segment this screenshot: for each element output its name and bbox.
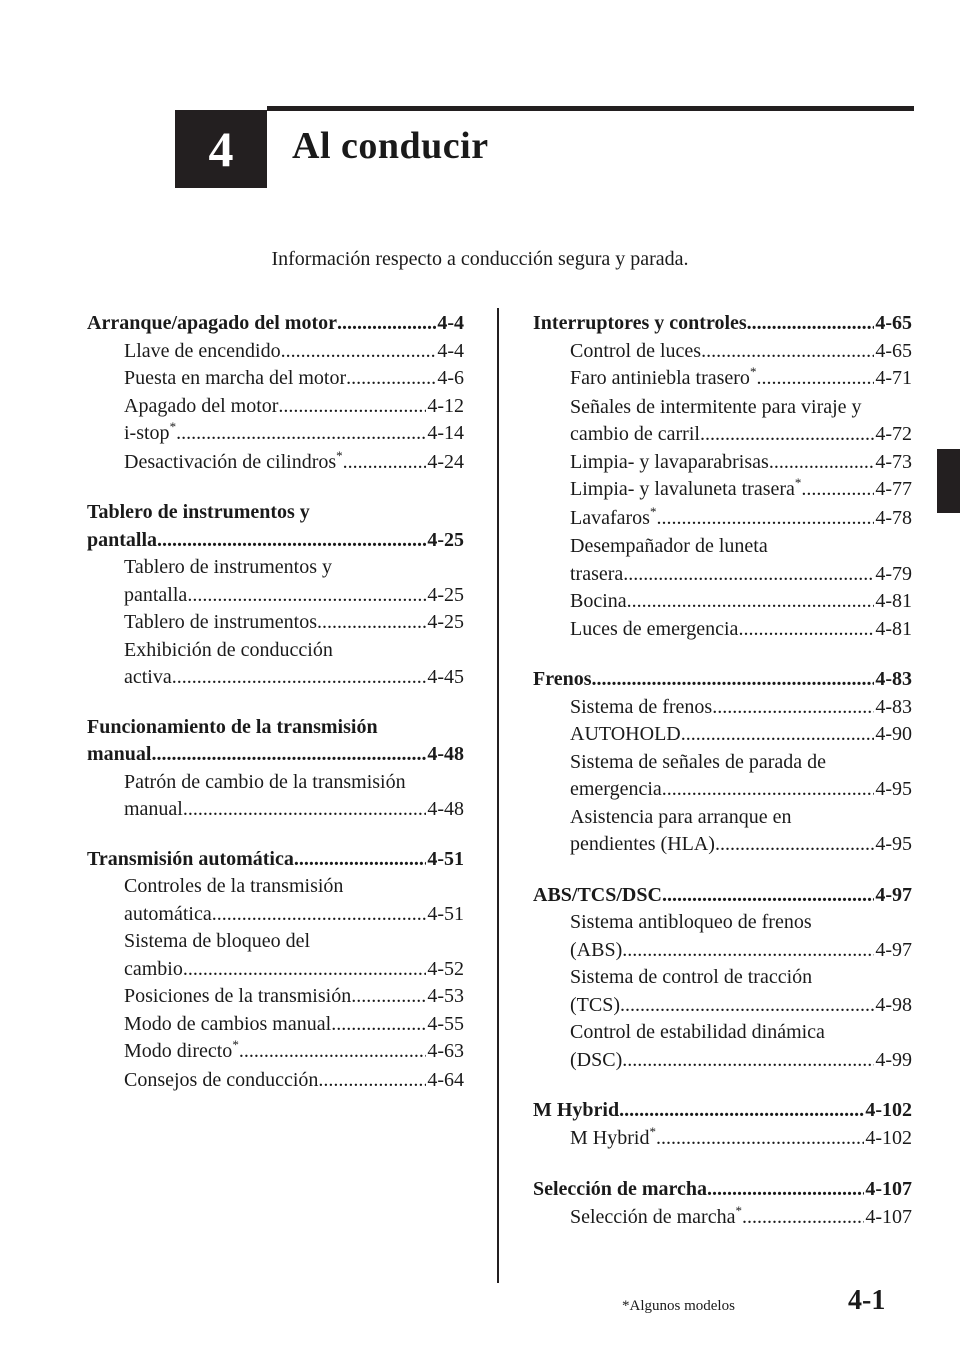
toc-entry-text: Puesta en marcha del motor [124, 367, 347, 389]
toc-page-ref: 4-95 [875, 778, 912, 800]
toc-entry-line[interactable] [87, 1038, 464, 1067]
toc-entry-line [533, 804, 912, 832]
toc-entry-line[interactable] [87, 582, 464, 610]
toc-entry-text: Asistencia para arranque en [570, 805, 792, 828]
dot-leader [239, 1038, 427, 1066]
toc-entry-text: pantalla [87, 528, 158, 551]
dot-leader [212, 901, 427, 929]
toc-entry-line[interactable] [533, 561, 912, 589]
toc-page-ref: 4-64 [427, 1068, 464, 1091]
page-number: 4-1 [848, 1285, 886, 1316]
toc-entry-line[interactable] [87, 796, 464, 824]
toc-entry-line [87, 637, 464, 665]
toc-entry-text: (TCS) [570, 993, 620, 1016]
toc-entry-text: cambio de carril [570, 423, 700, 445]
toc-section [87, 714, 464, 824]
toc-heading-line[interactable] [533, 1176, 912, 1204]
toc-page-ref: 4-77 [875, 478, 912, 500]
dot-leader [701, 338, 874, 366]
toc-section [533, 882, 912, 1075]
toc-entry-line[interactable] [87, 901, 464, 929]
toc-entry-line[interactable] [87, 1067, 464, 1095]
toc-entry-text: Exhibición de conducción [124, 638, 333, 661]
toc-page-ref: 4-90 [875, 723, 912, 745]
toc-entry-text: Selección de marcha [570, 1205, 736, 1228]
toc-entry-line[interactable] [533, 721, 912, 749]
toc-entry-line[interactable] [533, 449, 912, 477]
dot-leader [769, 449, 875, 477]
toc-page-ref: 4-71 [875, 367, 912, 389]
toc-entry-text: Transmisión automática [87, 847, 294, 870]
dot-leader [662, 882, 874, 910]
toc-page-ref: 4-25 [427, 528, 464, 551]
toc-entry-text: Control de estabilidad dinámica [570, 1021, 825, 1043]
dot-leader [700, 421, 874, 449]
toc-entry-line[interactable] [87, 609, 464, 637]
toc-entry-text: manual [124, 798, 183, 820]
dot-leader [337, 310, 436, 338]
toc-page-ref: 4-81 [875, 617, 912, 640]
chapter-intro: Información respecto a conducción segura y parada. [271, 248, 689, 270]
toc-entry-text: Limpia- y lavaluneta trasera [570, 478, 795, 500]
toc-page-ref: 4-97 [875, 883, 912, 906]
toc-entry-text: i-stop [124, 422, 170, 444]
toc-page-ref: 4-48 [427, 743, 464, 765]
toc-entry-line[interactable] [533, 588, 912, 616]
toc-section [533, 666, 912, 859]
toc-entry-text: Modo directo [124, 1040, 233, 1062]
toc-entry-line [533, 1019, 912, 1047]
dot-leader [346, 365, 436, 393]
toc-page-ref: 4-95 [875, 833, 912, 855]
toc-entry-line[interactable] [533, 616, 912, 644]
toc-page-ref: 4-25 [427, 611, 464, 633]
dot-leader [622, 937, 874, 965]
toc-right-column [533, 310, 912, 1255]
toc-page-ref: 4-52 [427, 957, 464, 980]
dot-leader [183, 956, 426, 984]
dot-leader [294, 846, 426, 874]
toc-page-ref: 4-53 [427, 985, 464, 1007]
toc-page-ref: 4-51 [427, 902, 464, 925]
toc-entry-text: AUTOHOLD [570, 723, 681, 745]
toc-entry-text: Sistema de bloqueo del [124, 930, 311, 952]
toc-entry-text: Interruptores y controles [533, 312, 747, 334]
toc-page-ref: 4-65 [875, 339, 912, 362]
toc-entry-line [87, 769, 464, 797]
toc-page-ref: 4-55 [427, 1012, 464, 1035]
chapter-title: Al conducir [292, 125, 489, 167]
toc-entry-line[interactable] [533, 937, 912, 965]
toc-entry-text: Posiciones de la transmisión [124, 985, 352, 1007]
toc-entry-text: Frenos [533, 668, 592, 690]
toc-heading-line[interactable] [87, 741, 464, 769]
dot-leader [627, 588, 875, 616]
toc-heading-line[interactable] [87, 846, 464, 874]
toc-entry-line[interactable] [533, 694, 912, 722]
toc-entry-text: Arranque/apagado del motor [87, 312, 337, 334]
toc-section [87, 846, 464, 1095]
toc-entry-line[interactable] [533, 421, 912, 449]
dot-leader [351, 983, 426, 1011]
dot-leader [707, 1176, 864, 1204]
toc-entry-text: trasera [570, 562, 624, 585]
asterisk-marker: * [232, 1037, 239, 1052]
toc-entry-line[interactable] [533, 505, 912, 534]
toc-entry-line[interactable] [533, 476, 912, 505]
dot-leader [738, 616, 874, 644]
toc-entry-line[interactable] [87, 983, 464, 1011]
dot-leader [278, 393, 426, 421]
toc-page-ref: 4-48 [427, 798, 464, 820]
toc-page-ref: 4-107 [865, 1178, 912, 1200]
toc-section [87, 499, 464, 692]
toc-entry-line[interactable] [87, 449, 464, 478]
toc-entry-text: Limpia- y lavaparabrisas [570, 450, 769, 473]
toc-page-ref: 4-14 [427, 422, 464, 444]
toc-entry-line[interactable] [533, 1125, 912, 1154]
toc-entry-line [533, 909, 912, 937]
toc-entry-line[interactable] [533, 831, 912, 859]
toc-entry-text: cambio [124, 957, 183, 980]
toc-entry-text: Lavafaros [570, 506, 650, 529]
toc-entry-text: Apagado del motor [124, 394, 279, 417]
toc-heading-line[interactable] [87, 527, 464, 555]
toc-entry-line[interactable] [87, 420, 464, 449]
toc-page-ref: 4-6 [437, 367, 464, 389]
dot-leader [623, 561, 874, 589]
dot-leader [331, 1011, 426, 1039]
toc-entry-text: Sistema de control de tracción [570, 966, 813, 988]
toc-entry-text: pantalla [124, 583, 188, 606]
dot-leader [281, 338, 437, 366]
toc-page-ref: 4-45 [427, 666, 464, 688]
toc-entry-text: (DSC) [570, 1048, 623, 1071]
toc-entry-text: Tablero de instrumentos [124, 611, 317, 633]
toc-entry-line[interactable] [87, 365, 464, 393]
toc-page-ref: 4-4 [437, 339, 464, 362]
dot-leader [656, 1125, 864, 1153]
toc-entry-text: Controles de la transmisión [124, 875, 344, 897]
dot-leader [715, 831, 874, 859]
asterisk-marker: * [336, 447, 343, 463]
toc-entry-text: emergencia [570, 778, 662, 800]
chapter-number-box [175, 110, 267, 188]
toc-entry-text: Sistema antibloqueo de frenos [570, 911, 812, 933]
toc-entry-text: Desempañador de luneta [570, 535, 768, 557]
toc-entry-text: pendientes (HLA) [570, 833, 715, 855]
column-divider [497, 308, 499, 1283]
toc-page-ref: 4-24 [427, 450, 464, 473]
dot-leader [592, 666, 875, 694]
dot-leader [620, 992, 874, 1020]
toc-entry-line [533, 964, 912, 992]
asterisk-marker: * [749, 364, 757, 379]
toc-heading-line[interactable] [533, 666, 912, 694]
toc-left-column [87, 310, 464, 1116]
footer-note: *Algunos modelos [622, 1298, 735, 1314]
toc-page-ref: 4-72 [875, 423, 912, 445]
toc-entry-text: manual [87, 743, 152, 765]
toc-page-ref: 4-4 [437, 312, 464, 334]
toc-page-ref: 4-102 [865, 1099, 912, 1121]
toc-entry-line[interactable] [533, 1047, 912, 1075]
toc-entry-text: Llave de encendido [124, 339, 281, 362]
asterisk-marker: * [649, 1123, 656, 1139]
toc-entry-text: Modo de cambios manual [124, 1012, 332, 1035]
toc-entry-text: Selección de marcha [533, 1178, 708, 1200]
asterisk-marker: * [794, 475, 802, 490]
toc-page-ref: 4-63 [427, 1040, 464, 1062]
toc-page-ref: 4-79 [875, 562, 912, 585]
asterisk-marker: * [649, 503, 657, 519]
toc-entry-line [87, 928, 464, 956]
dot-leader [801, 476, 874, 504]
toc-page-ref: 4-81 [875, 590, 912, 612]
chapter-number: 4 [208, 121, 234, 177]
dot-leader [187, 582, 426, 610]
toc-section [533, 1176, 912, 1232]
dot-leader [756, 365, 874, 393]
dot-leader [157, 527, 426, 555]
dot-leader [151, 741, 426, 769]
dot-leader [318, 1067, 426, 1095]
toc-entry-text: Control de luces [570, 339, 702, 362]
toc-heading-line[interactable] [87, 310, 464, 338]
toc-entry-text: Sistema de frenos [570, 695, 713, 718]
toc-page-ref: 4-83 [875, 695, 912, 718]
asterisk-marker: * [169, 419, 177, 434]
dot-leader [656, 505, 874, 533]
toc-page-ref: 4-12 [427, 394, 464, 417]
toc-entry-line [533, 394, 912, 422]
dot-leader [317, 609, 426, 637]
toc-page-ref: 4-65 [875, 312, 912, 334]
toc-entry-text: Consejos de conducción [124, 1068, 319, 1091]
chapter-header-rule [267, 106, 914, 111]
toc-page-ref: 4-98 [875, 993, 912, 1016]
dot-leader [662, 776, 875, 804]
dot-leader [622, 1047, 874, 1075]
toc-entry-text: automática [124, 902, 212, 925]
toc-entry-line[interactable] [87, 956, 464, 984]
dot-leader [176, 420, 426, 448]
toc-heading-line[interactable] [533, 882, 912, 910]
toc-entry-line[interactable] [87, 664, 464, 692]
toc-page-ref: 4-97 [875, 938, 912, 961]
toc-entry-text: activa [124, 666, 172, 688]
toc-entry-line[interactable] [533, 338, 912, 366]
dot-leader [712, 694, 874, 722]
toc-entry-text: ABS/TCS/DSC [533, 883, 662, 906]
toc-entry-text: Sistema de señales de parada de [570, 750, 827, 773]
toc-entry-text: M Hybrid [533, 1099, 620, 1121]
dot-leader [742, 1204, 864, 1232]
toc-section [533, 310, 912, 643]
toc-heading-line [87, 714, 464, 742]
toc-entry-text: Tablero de instrumentos y [87, 501, 310, 523]
toc-page-ref: 4-102 [865, 1126, 912, 1149]
dot-leader [343, 449, 427, 477]
toc-entry-text: Señales de intermitente para viraje y [570, 395, 862, 418]
dot-leader [747, 310, 875, 338]
toc-entry-text: Faro antiniebla trasero [570, 367, 750, 389]
dot-leader [183, 796, 426, 824]
toc-entry-line[interactable] [533, 365, 912, 394]
toc-entry-text: Tablero de instrumentos y [124, 556, 332, 578]
toc-page-ref: 4-51 [427, 847, 464, 870]
toc-entry-text: (ABS) [570, 938, 623, 961]
toc-entry-text: Desactivación de cilindros [124, 450, 337, 473]
toc-entry-text: Bocina [570, 590, 627, 612]
toc-page-ref: 4-99 [875, 1048, 912, 1071]
toc-page-ref: 4-83 [875, 668, 912, 690]
toc-entry-line[interactable] [87, 1011, 464, 1039]
toc-entry-line[interactable] [87, 393, 464, 421]
toc-entry-text: Funcionamiento de la transmisión [87, 715, 378, 738]
toc-entry-line [533, 533, 912, 561]
toc-section [87, 310, 464, 477]
toc-entry-line[interactable] [533, 992, 912, 1020]
toc-entry-text: Patrón de cambio de la transmisión [124, 770, 406, 793]
toc-heading-line[interactable] [533, 310, 912, 338]
toc-heading-line[interactable] [533, 1097, 912, 1125]
toc-heading-line [87, 499, 464, 527]
dot-leader [681, 721, 875, 749]
toc-entry-line [87, 873, 464, 901]
toc-page-ref: 4-25 [427, 583, 464, 606]
toc-section [533, 1097, 912, 1153]
toc-page-ref: 4-73 [875, 450, 912, 473]
toc-entry-line[interactable] [87, 338, 464, 366]
dot-leader [172, 664, 427, 692]
chapter-thumb-tab [937, 449, 960, 513]
toc-page-ref: 4-107 [865, 1205, 912, 1228]
toc-entry-line [533, 749, 912, 777]
toc-page-ref: 4-78 [875, 506, 912, 529]
toc-entry-line[interactable] [533, 1204, 912, 1233]
asterisk-marker: * [735, 1202, 742, 1218]
toc-entry-text: Luces de emergencia [570, 617, 739, 640]
toc-entry-line [87, 554, 464, 582]
toc-entry-line[interactable] [533, 776, 912, 804]
toc-entry-text: M Hybrid [570, 1126, 650, 1149]
